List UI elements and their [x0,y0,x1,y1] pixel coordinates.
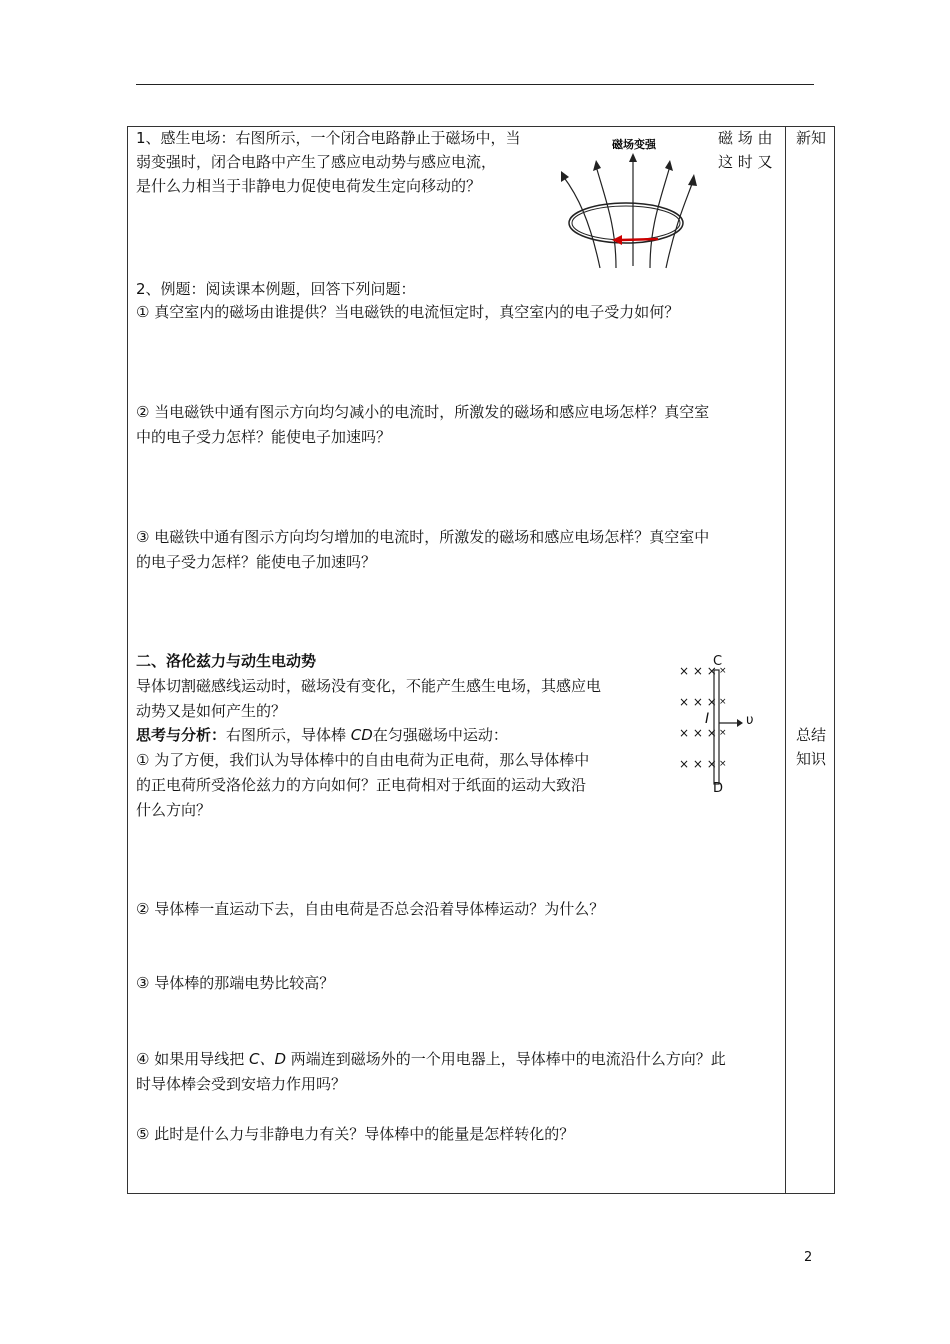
s3-q5: ⑤ 此时是什么力与非静电力有关？导体棒中的能量是怎样转化的？ [136,1125,575,1143]
field-row-2: × × × [679,695,717,709]
s3-q4-line2: 时导体棒会受到安培力作用吗？ [136,1075,347,1093]
s3-q1-line1: ① 为了方便，我们认为导体棒中的自由电荷为正电荷，那么导体棒中 [136,751,590,769]
field-tail-1: × [719,666,727,676]
q4-post: 两端连到磁场外的一个用电器上，导体棒中的电流沿什么方向？此 [286,1050,726,1068]
velocity-label: υ [746,713,754,728]
s3-think-line [136,723,508,747]
s3-q1-line2: 的正电荷所受洛伦兹力的方向如何？正电荷相对于纸面的运动大致沿 [136,776,587,794]
magnetic-ring-figure [558,126,698,271]
s2-q3-line2: 的电子受力怎样？能使电子加速吗？ [136,553,377,571]
q4-pre: ④ 如果用导线把 [136,1050,249,1068]
s2-q2-line2: 中的电子受力怎样？能使电子加速吗？ [136,428,392,446]
think-cd: CD [350,726,373,744]
conductor-rod-figure [710,668,750,788]
field-row-1: × × × [679,664,717,678]
s1-right-top: 磁 场 由 [718,129,773,147]
s3-q2: ② 导体棒一直运动下去，自由电荷是否总会沿着导体棒运动？为什么？ [136,900,605,918]
s3-q3: ③ 导体棒的那端电势比较高？ [136,974,335,992]
field-tail-2: × [719,697,727,707]
s2-q2-line1: ② 当电磁铁中通有图示方向均匀减小的电流时，所激发的磁场和感应电场怎样？真空室 [136,403,710,421]
s3-intro-line2: 动势又是如何产生的？ [136,702,287,720]
field-row-4: × × × [679,757,717,771]
rod-label-c: C [713,654,723,669]
think-post: 在匀强磁场中运动： [372,726,508,744]
s2-q3-line1: ③ 电磁铁中通有图示方向均匀增加的电流时，所激发的磁场和感应电场怎样？真空室中 [136,528,710,546]
s1-line3: 是什么力相当于非静电力促使电荷发生定向移动的？ [136,177,482,195]
s2-q1: ① 真空室内的磁场由谁提供？当电磁铁的电流恒定时，真空室内的电子受力如何？ [136,303,680,321]
current-label-i: I [705,711,710,727]
s1-line1: 1、感生电场：右图所示，一个闭合电路静止于磁场中，当 [136,129,521,147]
figure-title: 磁场变强 [612,138,656,151]
column-divider [785,126,786,1194]
s1-line2: 弱变强时，闭合电路中产生了感应电动势与感应电流， [136,153,497,171]
rod-label-d: D [713,781,724,796]
page-number: 2 [804,1250,813,1265]
think-pre: 右图所示，导体棒 [226,726,351,744]
side-label-new-knowledge: 新知 [795,129,826,147]
s3-intro-line1: 导体切割磁感线运动时，磁场没有变化，不能产生感生电场，其感应电 [136,677,602,695]
field-tail-4: × [719,759,727,769]
s3-heading: 二、洛伦兹力与动生电动势 [136,652,317,670]
s2-title: 2、例题：阅读课本例题，回答下列问题： [136,280,416,298]
field-tail-3: × [719,728,727,738]
s1-right-mid: 这 时 又 [718,153,773,171]
s3-q1-line3: 什么方向？ [136,801,212,819]
q4-cd: C、D [248,1050,287,1068]
think-label: 思考与分析： [136,726,227,744]
side-label-summary-1: 总结 [795,726,826,744]
field-row-3: × × × [679,726,717,740]
s3-q4-line1 [136,1047,726,1071]
header-rule [136,84,814,85]
side-label-summary-2: 知识 [795,750,826,768]
